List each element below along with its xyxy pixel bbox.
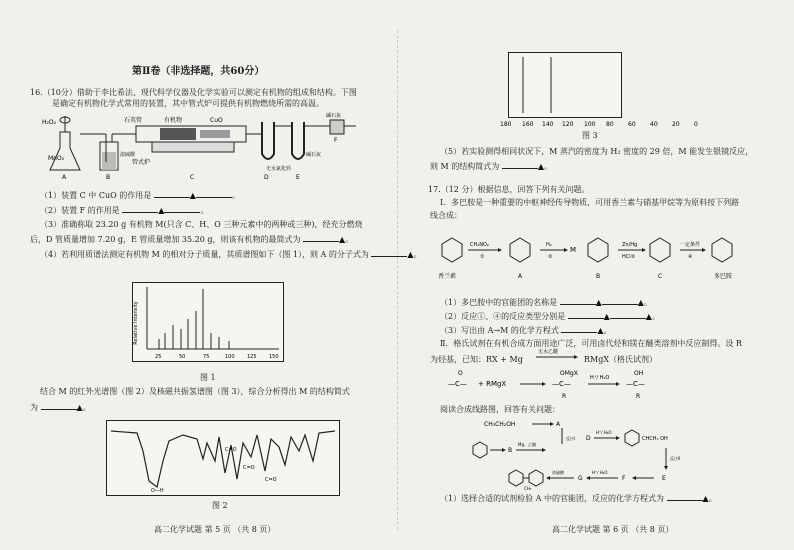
scheme-step2: ② — [548, 254, 553, 260]
route-mg-ether: Mg、乙醚 — [518, 442, 536, 447]
fig3-tick: 180 — [500, 121, 512, 128]
answer-blank[interactable] — [568, 310, 604, 319]
grignard-prep-arrow — [534, 348, 580, 362]
label-cuo: CuO — [210, 117, 223, 124]
answer-blank[interactable] — [196, 189, 232, 198]
svg-text:O: O — [458, 370, 463, 377]
fig1-tick: 100 — [225, 354, 235, 360]
fig3-axis — [500, 118, 710, 130]
q17-route-part1-text: （1）选择合适的试剂检验 A 中的官能团，反应的化学方程式为 — [440, 494, 664, 503]
route-product-group: CHCH₃ OH — [642, 436, 668, 442]
blank-mark: ▲ — [189, 191, 196, 200]
q16-part5-line2: 为 ▲。 — [30, 403, 91, 412]
scheme-C: C — [658, 273, 663, 280]
route-h-h2o2: H⁺/ H₂O — [592, 470, 608, 475]
q17-I-line2: 线合成： — [430, 211, 462, 220]
svg-text:—C—: —C— — [448, 380, 467, 388]
route-conc: 浓硫酸 — [552, 470, 564, 475]
answer-blank[interactable] — [667, 492, 703, 501]
q16-part5b-line2: 则 M 的结构简式为 ▲。 — [430, 162, 552, 171]
grignard-eq-reagent: + RMgX — [478, 380, 507, 388]
route-h-h2o: H⁺/ H₂O — [596, 430, 612, 435]
q16-part5b-text: 则 M 的结构简式为 — [430, 162, 500, 171]
fig1-tick: 150 — [269, 354, 279, 360]
grignard-product: RMgX（格氏试剂） — [584, 355, 658, 364]
q16-part5b-line1: （5）若实验测得相同状况下，M 蒸汽的密度为 H₂ 密度的 29 倍，M 能发生银镜反应， — [440, 147, 754, 156]
route-A: A — [556, 421, 561, 428]
q16-part2: （2）装置 F 的作用是 ▲ 。 — [40, 206, 209, 215]
q17-II-text: 为烃基，已知：RX + Mg — [430, 355, 523, 364]
scheme-zn-hg: Zn/Hg — [622, 242, 638, 248]
label-C: C — [190, 174, 195, 180]
answer-blank[interactable] — [502, 160, 538, 169]
blank-mark: ▲ — [597, 326, 604, 335]
label-A: A — [62, 174, 67, 180]
scheme-M: M — [570, 246, 577, 254]
q17-II-line2 — [430, 354, 523, 365]
blank-mark: ▲ — [339, 235, 346, 244]
q17-part1: （1）多巴胺中的官能团的名称是 ▲ ▲。 — [440, 298, 652, 307]
route-D: D — [586, 435, 591, 442]
section-title: 第Ⅱ卷（非选择题，共60分） — [132, 66, 265, 77]
blank-mark: ▲ — [595, 298, 602, 307]
q16-part4: （4）若利用质谱法测定有机物 M 的相对分子质量，其质谱图如下（图 1），则 A 的分子式为 ▲。 — [40, 250, 422, 259]
scheme-A: A — [518, 273, 523, 280]
scheme-dopamine: 多巴胺 — [714, 273, 733, 280]
figure-2-caption: 图 2 — [212, 501, 228, 510]
scheme-B: B — [596, 273, 601, 280]
figure-3-nmr — [508, 52, 622, 118]
q17-I-line1: Ⅰ．多巴胺是一种重要的中枢神经传导物质，可用香兰素与硝基甲烷等为原料按下列路 — [440, 198, 740, 207]
blank-mark: ▲ — [76, 403, 83, 412]
answer-blank[interactable] — [602, 296, 638, 305]
blank-mark: ▲ — [637, 298, 644, 307]
answer-blank[interactable] — [303, 233, 339, 242]
fig3-tick: 20 — [672, 121, 680, 128]
q16-part3-text: 后，D 管质量增加 7.20 g，E 管质量增加 35.20 g，则该有机物的最简式为 — [30, 235, 301, 244]
q16-part2-text: （2）装置 F 的作用是 — [40, 206, 120, 215]
scheme-step4: ④ — [688, 254, 693, 260]
left-footer: 高二化学试题 第 5 页 （共 8 页） — [154, 525, 276, 534]
blank-mark: ▲ — [537, 162, 544, 171]
benzene-ring — [442, 238, 462, 262]
label-organic: 有机物 — [164, 117, 183, 124]
fig3-tick: 100 — [584, 121, 596, 128]
benzene-ring — [650, 238, 670, 262]
page-divider — [397, 30, 398, 530]
svg-text:—C—: —C— — [626, 380, 645, 388]
blank-mark: ▲ — [702, 494, 709, 503]
label-mno2: MnO₂ — [48, 155, 65, 162]
fig1-tick: 50 — [179, 354, 186, 360]
answer-blank[interactable] — [610, 310, 646, 319]
route-ch3ch2oh: CH₃CH₂OH — [484, 421, 516, 428]
route-B: B — [508, 447, 513, 454]
label-soda-lime-f: 碱石灰 — [326, 113, 342, 119]
fig3-tick: 0 — [694, 121, 698, 128]
figure-3-caption: 图 3 — [582, 131, 598, 140]
blank-mark: ▲ — [158, 206, 165, 215]
route-react1: 反应Ⅰ — [566, 436, 576, 441]
fig1-ylabel: Relative Intensity — [133, 301, 139, 345]
grignard-eq-cond: H⁺/ H₂O — [590, 375, 610, 381]
route-G: G — [578, 475, 583, 482]
q17-part1-text: （1）多巴胺中的官能团的名称是 — [440, 298, 558, 307]
label-quartz-tube: 石英管 — [124, 117, 143, 124]
route-E: E — [662, 475, 666, 482]
ir-trace — [111, 431, 335, 487]
label-F: F — [334, 137, 338, 144]
label-h2o2: H₂O₂ — [42, 119, 57, 126]
q16-stem-line1: 16.（10分）借助于李比希法、现代科学仪器及化学实验可以测定有机物的组成和结构。下图 — [30, 88, 357, 97]
q17-route-part1: （1）选择合适的试剂检验 A 中的官能团，反应的化学方程式为 ▲。 — [440, 494, 717, 503]
q17-part2-text: （2）反应①、④的反应类型分别是 — [440, 312, 566, 321]
grignard-cond: 无水乙醚 — [538, 349, 559, 355]
fig2-label: C=O — [225, 447, 237, 453]
benzene-ring — [509, 470, 523, 486]
q16-part1-text: （1）装置 C 中 CuO 的作用是 — [40, 191, 152, 200]
benzene-ring — [510, 238, 530, 262]
svg-text:—C—: —C— — [552, 380, 571, 388]
blank-mark: ▲ — [407, 250, 414, 259]
q16-part5-text: 为 — [30, 403, 38, 412]
dopamine-synthesis-scheme — [430, 224, 770, 286]
answer-blank[interactable] — [41, 401, 77, 410]
route-react2: 反应Ⅱ — [670, 456, 680, 461]
q16-part3-line2: 后，D 管质量增加 7.20 g，E 管质量增加 35.20 g，则该有机物的最简式为 ▲。 — [30, 235, 354, 244]
fig3-tick: 40 — [650, 121, 658, 128]
scheme-ch3no2: CH₃NO₂ — [470, 242, 489, 248]
answer-blank[interactable] — [561, 324, 597, 333]
figure-2-ir-spectrum — [106, 420, 340, 496]
fig3-tick: 120 — [562, 121, 574, 128]
benzene-ring — [529, 470, 543, 486]
q16-stem-line2: 是确定有机物化学式常用的装置，其中管式炉可提供有机物燃烧所需的高温。 — [52, 99, 324, 108]
label-E: E — [296, 174, 300, 180]
q16-part4-text: （4）若利用质谱法测定有机物 M 的相对分子质量，其质谱图如下（图 1），则 A 的分子式为 — [40, 250, 369, 259]
apparatus-diagram — [40, 112, 360, 180]
svg-text:OH: OH — [634, 370, 644, 377]
route-F: F — [622, 475, 626, 482]
benzene-ring — [473, 442, 487, 458]
benzene-ring — [588, 238, 608, 262]
svg-text:R: R — [562, 393, 567, 400]
fig2-label: C=O — [265, 477, 277, 483]
q16-part3-line1: （3）准确称取 23.20 g 有机物 M(只含 C、H、O 三种元素中的两种或三种)，经充分燃烧 — [40, 220, 363, 229]
q16-part5-line1: 结合 M 的红外光谱图（图 2）及核磁共振氢谱图（图 3），综合分析得出 M 的结构简式 — [40, 387, 350, 396]
q17-route-title: 阅读合成线路图，回答有关问题： — [440, 405, 560, 414]
benzene-ring — [712, 238, 732, 262]
fig3-tick: 80 — [606, 121, 614, 128]
fig1-tick: 75 — [203, 354, 210, 360]
q17-part2: （2）反应①、④的反应类型分别是 ▲ ▲。 — [440, 312, 660, 321]
right-footer: 高二化学试题 第 6 页 （共 8 页） — [552, 525, 674, 534]
answer-blank[interactable] — [371, 248, 407, 257]
label-B: B — [106, 174, 111, 180]
answer-blank[interactable] — [164, 204, 200, 213]
synthesis-route — [470, 416, 730, 490]
q16-part1: （1）装置 C 中 CuO 的作用是 ▲ 。 — [40, 191, 240, 200]
q17-II-line1: Ⅱ．格氏试剂在有机合成方面用途广泛，可用卤代烃和镁在醚类溶剂中反应制得。设 R — [440, 339, 743, 348]
scheme-hcl: HCl③ — [622, 254, 636, 260]
svg-text:R: R — [636, 393, 641, 400]
answer-blank[interactable] — [560, 296, 596, 305]
grignard-reaction — [448, 366, 688, 400]
label-anhydrous: 无水氯化钙 — [266, 166, 292, 172]
label-conc-h2so4: 浓硫酸 — [120, 152, 136, 158]
fig1-tick: 125 — [247, 354, 257, 360]
figure-1-mass-spectrum — [132, 282, 284, 362]
q17-part3-text: （3）写出由 A→M 的化学方程式 — [440, 326, 559, 335]
fig2-label: O—H — [151, 488, 164, 494]
benzene-ring — [625, 430, 639, 446]
blank-mark: ▲ — [645, 312, 652, 321]
route-ch3: CH₃ — [524, 486, 532, 490]
scheme-step1: ① — [480, 254, 485, 260]
q17-title: 17.（12 分）根据信息，回答下列有关问题。 — [428, 185, 590, 194]
fig1-tick: 25 — [155, 354, 162, 360]
scheme-h2: H₂ — [546, 242, 552, 248]
scheme-conditions: 一定条件 — [680, 242, 701, 248]
fig3-tick: 60 — [628, 121, 636, 128]
label-furnace: 管式炉 — [132, 159, 151, 166]
fig2-label: C=O — [243, 465, 255, 471]
blank-mark: ▲ — [603, 312, 610, 321]
scheme-vanillin: 香兰素 — [438, 273, 457, 280]
label-soda-lime: 碱石灰 — [306, 152, 322, 158]
svg-text:OMgX: OMgX — [560, 370, 578, 377]
label-D: D — [264, 174, 269, 180]
answer-blank[interactable] — [154, 189, 190, 198]
figure-1-caption: 图 1 — [200, 373, 216, 382]
fig3-tick: 160 — [522, 121, 534, 128]
q17-part3: （3）写出由 A→M 的化学方程式 ▲。 — [440, 326, 612, 335]
fig3-tick: 140 — [542, 121, 554, 128]
answer-blank[interactable] — [122, 204, 158, 213]
